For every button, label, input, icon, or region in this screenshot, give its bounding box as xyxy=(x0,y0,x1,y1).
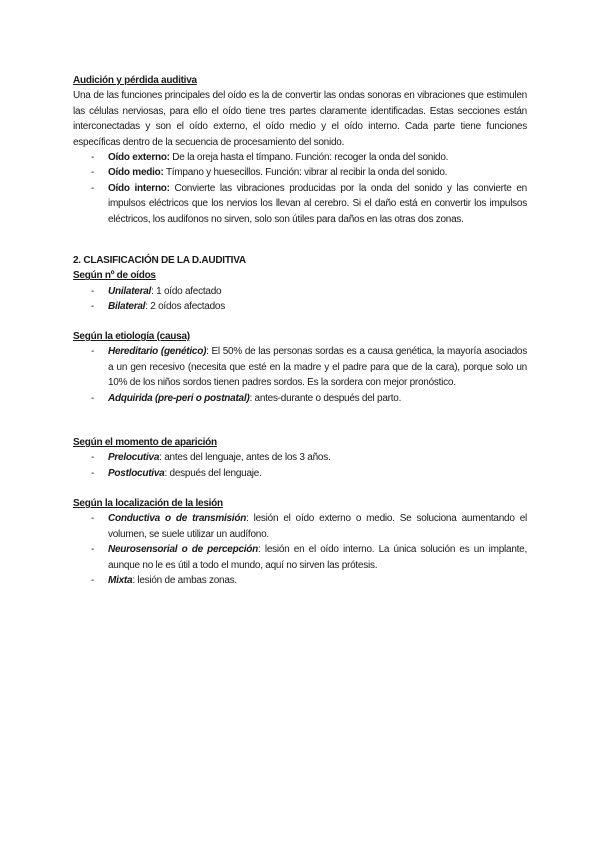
list-item xyxy=(73,344,527,390)
onset-list xyxy=(73,450,527,481)
item-term: Oído interno: xyxy=(108,182,170,194)
item-term: Adquirida (pre-peri o postnatal) xyxy=(108,392,250,404)
location-list xyxy=(73,511,527,588)
list-item xyxy=(73,150,527,165)
item-term: Oído externo: xyxy=(108,152,170,164)
list-item xyxy=(73,466,527,481)
item-term: Postlocutiva xyxy=(108,467,165,479)
item-text: De la oreja hasta el tímpano. Función: recoger la onda del sonido. xyxy=(169,152,449,164)
list-item xyxy=(73,542,527,573)
item-text: : El 50% de las personas sordas es a causa genética, la mayoría asociados a un gen recesivo (necesita que esté en la madre y el padre para que de la cara), porque solo un 10% de los niños sordos tienen padres sordos. Es la sordera con mejor pronóstico. xyxy=(108,346,527,389)
ears-list xyxy=(73,284,527,315)
list-item xyxy=(73,391,527,406)
section-hearing xyxy=(73,73,527,227)
section-onset xyxy=(73,435,527,481)
item-term: Hereditario (genético) xyxy=(108,346,207,358)
section-classification xyxy=(73,253,527,315)
intro-paragraph: Una de las funciones principales del oído es la de convertir las ondas sonoras en vibraciones que estimulen las células nerviosas, para ello el oído tiene tres partes claramente identificadas. Estas secciones están interconectadas y son el oído externo, el oído medio y el oído interno. Cada parte tiene funciones específicas dentro de la secuencia de procesamiento del sonido. xyxy=(73,90,527,148)
subheading: Según la localización de la lesión xyxy=(73,498,223,509)
item-text: : después del lenguaje. xyxy=(164,467,262,479)
item-text: : antes del lenguaje, antes de los 3 años. xyxy=(159,452,331,464)
list-item xyxy=(73,450,527,465)
ear-parts-list xyxy=(73,150,527,227)
etiology-list xyxy=(73,344,527,406)
item-term: Neurosensorial o de percepción xyxy=(108,544,259,556)
list-item xyxy=(73,299,527,314)
item-term: Unilateral xyxy=(108,285,152,297)
item-text: : lesión en el oído interno. La única solución es un implante, aunque no le es útil a todo el mundo, aquí no sirven las prótesis. xyxy=(108,544,528,571)
list-item xyxy=(73,284,527,299)
list-item xyxy=(73,181,527,227)
item-term: Conductiva o de transmisión xyxy=(108,513,247,525)
item-term: Bilateral xyxy=(108,301,146,313)
item-text: Convierte las vibraciones producidas por la onda del sonido y las convierte en impulsos eléctricos que los nervios los llevan al cerebro. Si el daño está en convertir los impulsos eléctricos, los audifonos no sirven, solo son útiles para daños en las otras dos zonas. xyxy=(108,182,527,225)
item-text: : lesión el oído externo o medio. Se soluciona aumentando el volumen, se suele utilizar un audífono. xyxy=(108,513,527,540)
item-term: Mixta xyxy=(108,575,133,587)
item-term: Oído medio: xyxy=(108,167,164,179)
item-text: : lesión de ambas zonas. xyxy=(132,575,237,587)
list-item xyxy=(73,165,527,180)
section-location xyxy=(73,496,527,588)
item-text: : antes-durante o después del parto. xyxy=(249,392,402,404)
subheading: Según la etiología (causa) xyxy=(73,331,190,342)
section-title: Audición y pérdida auditiva xyxy=(73,75,197,86)
item-text: Tímpano y huesecillos. Función: vibrar al recibir la onda del sonido. xyxy=(163,167,448,179)
list-item xyxy=(73,511,527,542)
item-term: Prelocutiva xyxy=(108,452,160,464)
item-text: : 2 oídos afectados xyxy=(145,301,225,313)
section-title: 2. CLASIFICACIÓN DE LA D.AUDITIVA xyxy=(73,255,246,266)
list-item xyxy=(73,573,527,588)
section-etiology xyxy=(73,329,527,406)
subheading: Según el momento de aparición xyxy=(73,437,217,448)
item-text: : 1 oído afectado xyxy=(151,285,222,297)
subheading: Según nº de oídos xyxy=(73,270,156,282)
